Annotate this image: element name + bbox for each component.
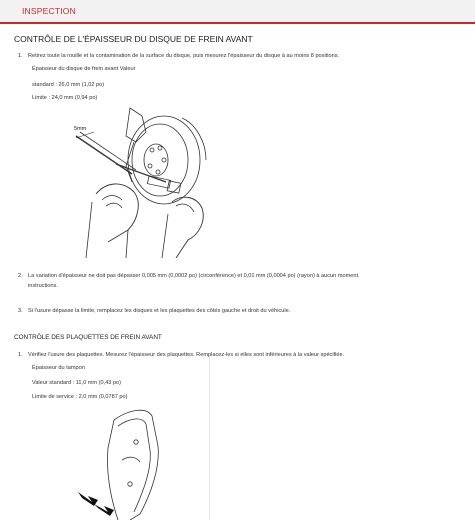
step-2-continued: instructions. xyxy=(28,283,58,289)
arrow-icon xyxy=(78,492,98,506)
spec-standard: standard : 26,0 mm (1,02 po) xyxy=(32,82,105,88)
step-text: La variation d'épaisseur ne doit pas dépasser 0,005 mm (0,0002 po) (circonférence) et 0,01 mm (0,0004 po) (rayon) à aucun moment. xyxy=(28,273,360,279)
step-number: 1. xyxy=(18,53,23,59)
pad-spec-label: Épaisseur du tampon xyxy=(32,365,85,371)
step-text: Si l'usure dépasse la limite, remplacez les disques et les plaquettes des côtés gauche et droit du véhicule. xyxy=(28,308,291,314)
header-bar xyxy=(0,0,475,24)
step-1 xyxy=(18,52,468,60)
brake-disc-shape xyxy=(128,116,200,204)
step-3 xyxy=(18,307,463,315)
hand-right-shape xyxy=(172,197,203,258)
hand-left-shape xyxy=(96,184,138,242)
pad-outline-shape xyxy=(114,410,158,520)
step-number: 3. xyxy=(18,308,23,314)
pad-spec-standard: Valeur standard : 11,0 mm (0,43 po) xyxy=(32,380,122,386)
disc-measurement-illustration xyxy=(56,102,216,258)
step-text: Vérifiez l'usure des plaquettes. Mesurez l'épaisseur des plaquettes. Remplacez-les si elles sont inférieures à la valeur spécifiée. xyxy=(28,352,345,358)
step-2 xyxy=(18,272,463,280)
dimension-label: 5mm xyxy=(74,126,87,132)
page-title: INSPECTION xyxy=(22,6,76,16)
micrometer-shape xyxy=(76,136,132,174)
section-title-brake-pads: CONTRÔLE DES PLAQUETTES DE FREIN AVANT xyxy=(14,334,162,341)
step-number: 2. xyxy=(18,273,23,279)
pad-spec-limit: Limite de service : 2,0 mm (0,0787 po) xyxy=(32,394,128,400)
section-title-disc-thickness: CONTRÔLE DE L'ÉPAISSEUR DU DISQUE DE FREIN AVANT xyxy=(14,34,253,44)
brake-pad-illustration xyxy=(18,356,210,520)
arrow-icon xyxy=(94,504,114,516)
spec-limit: Limite : 24,0 mm (0,94 po) xyxy=(32,95,98,101)
step-number: 1. xyxy=(18,352,23,358)
step-text: Retirez toute la rouille et la contamination de la surface du disque, puis mesurez l'épaisseur du disque à au moins 8 positions. xyxy=(28,53,340,59)
spec-label: Épaisseur du disque de frein avant Valeur xyxy=(32,66,136,72)
